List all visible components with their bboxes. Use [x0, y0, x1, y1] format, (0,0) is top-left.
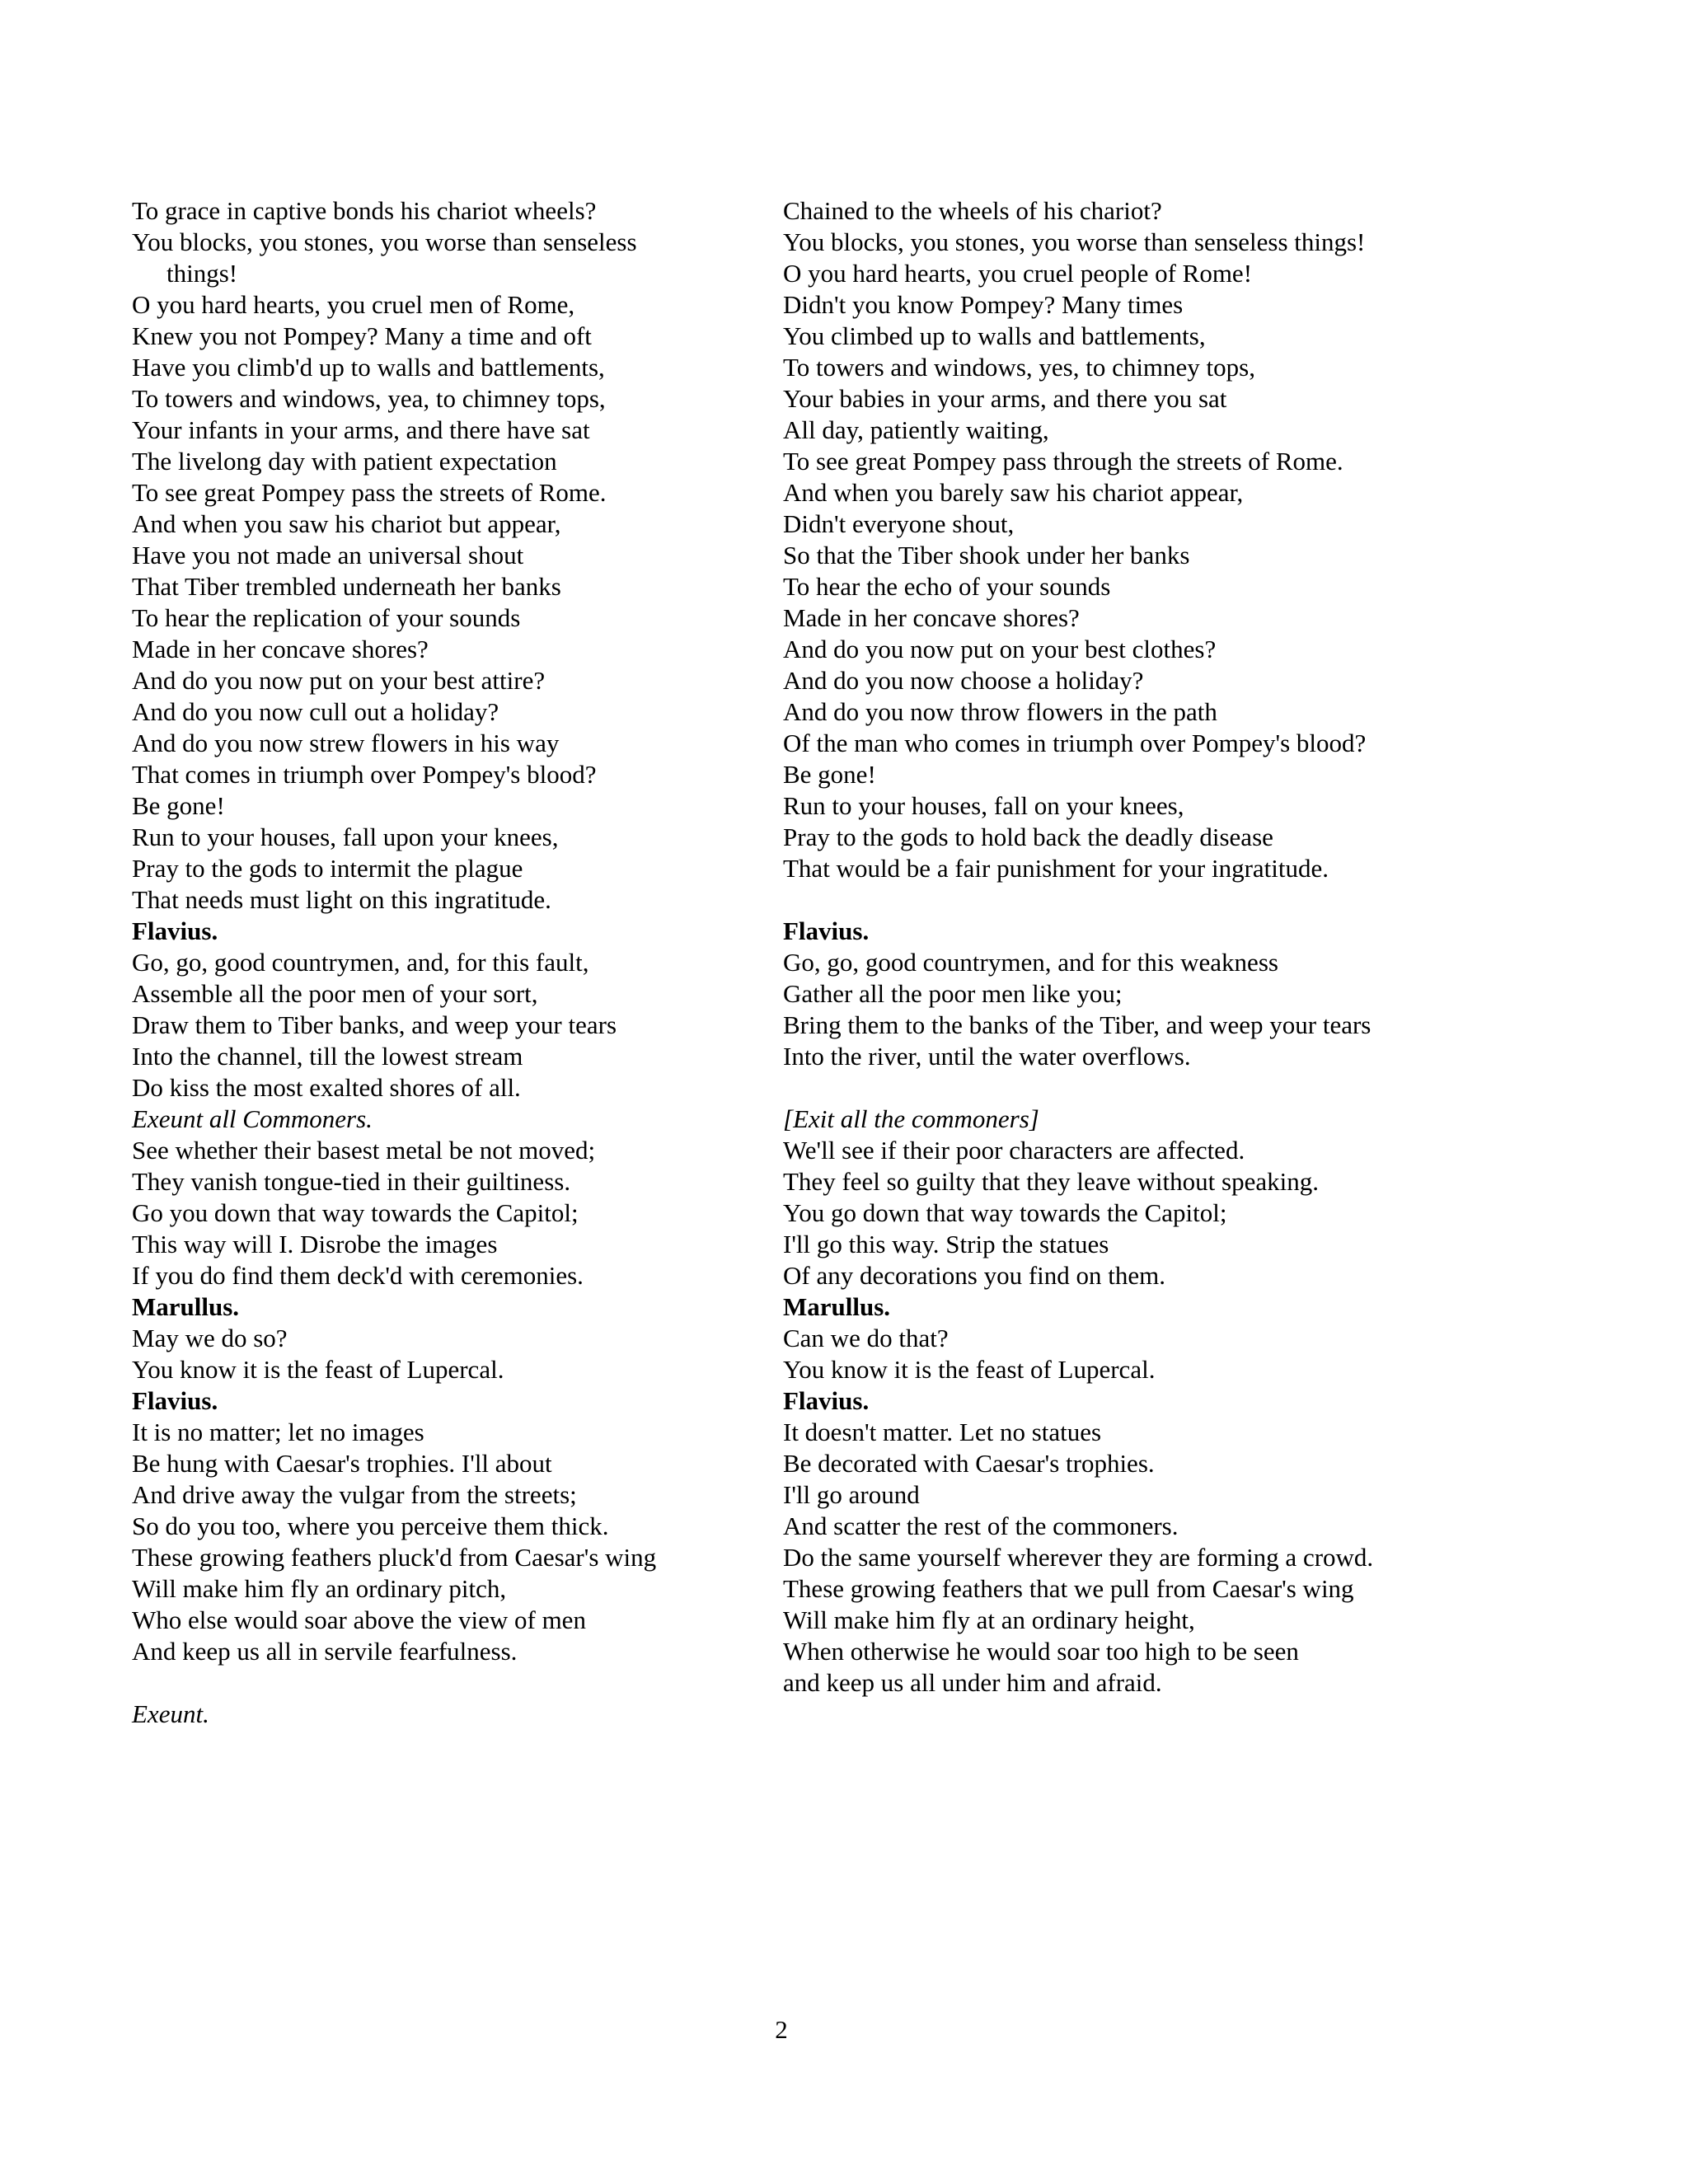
- verse-line: That would be a fair punishment for your ingratitude.: [783, 854, 1329, 883]
- verse-line: O you hard hearts, you cruel men of Rome,: [132, 290, 575, 319]
- blank-line: [132, 1667, 709, 1699]
- original-text-column: [132, 195, 709, 1730]
- speaker-name: Flavius.: [132, 916, 218, 945]
- verse-line: These growing feathers pluck'd from Caesar's wing: [132, 1543, 657, 1572]
- verse-line: Go, go, good countrymen, and for this weakness: [783, 948, 1278, 977]
- stage-direction: [Exit all the commoners]: [783, 1104, 1039, 1133]
- verse-line: This way will I. Disrobe the images: [132, 1230, 498, 1258]
- verse-line: Made in her concave shores?: [783, 603, 1080, 632]
- blank-line: [783, 884, 1607, 916]
- verse-line: Made in her concave shores?: [132, 635, 429, 663]
- stage-direction: Exeunt.: [132, 1699, 209, 1728]
- translation-text-column: [783, 195, 1607, 1699]
- verse-line: That needs must light on this ingratitude.: [132, 885, 551, 914]
- verse-line: Be decorated with Caesar's trophies.: [783, 1449, 1155, 1478]
- verse-line: Be gone!: [132, 791, 225, 820]
- verse-line: Your infants in your arms, and there have sat: [132, 415, 590, 444]
- page-number: 2: [775, 2015, 788, 2044]
- verse-line: Go you down that way towards the Capitol;: [132, 1198, 579, 1227]
- speaker-name: Flavius.: [132, 1386, 218, 1415]
- verse-line: Knew you not Pompey? Many a time and oft: [132, 321, 592, 350]
- verse-line: Pray to the gods to intermit the plague: [132, 854, 523, 883]
- verse-line: And scatter the rest of the commoners.: [783, 1511, 1179, 1540]
- verse-line: Bring them to the banks of the Tiber, and weep your tears: [783, 1010, 1372, 1039]
- verse-line: Didn't you know Pompey? Many times: [783, 290, 1184, 319]
- verse-line: If you do find them deck'd with ceremonies.: [132, 1261, 584, 1290]
- verse-line: Run to your houses, fall upon your knees,: [132, 823, 559, 851]
- verse-line: Can we do that?: [783, 1324, 949, 1352]
- verse-line: And when you barely saw his chariot appear,: [783, 478, 1244, 507]
- verse-line: O you hard hearts, you cruel people of Rome!: [783, 259, 1253, 288]
- speaker-name: Marullus.: [783, 1292, 891, 1321]
- verse-line: Be hung with Caesar's trophies. I'll about: [132, 1449, 552, 1478]
- verse-line: To hear the echo of your sounds: [783, 572, 1111, 601]
- verse-line: Have you not made an universal shout: [132, 541, 524, 569]
- verse-line: All day, patiently waiting,: [783, 415, 1049, 444]
- verse-line: You go down that way towards the Capitol;: [783, 1198, 1227, 1227]
- verse-line: So that the Tiber shook under her banks: [783, 541, 1190, 569]
- verse-line: And drive away the vulgar from the streets;: [132, 1480, 577, 1509]
- verse-line: Will make him fly an ordinary pitch,: [132, 1574, 507, 1603]
- stage-direction: Exeunt all Commoners.: [132, 1104, 373, 1133]
- verse-line: So do you too, where you perceive them thick.: [132, 1511, 609, 1540]
- verse-line: To see great Pompey pass the streets of Rome.: [132, 478, 607, 507]
- verse-line: The livelong day with patient expectation: [132, 447, 557, 476]
- verse-line: You blocks, you stones, you worse than senseless things!: [783, 227, 1366, 256]
- verse-line: To hear the replication of your sounds: [132, 603, 521, 632]
- verse-line: And do you now cull out a holiday?: [132, 697, 499, 726]
- verse-line: You know it is the feast of Lupercal.: [783, 1355, 1156, 1384]
- verse-line: See whether their basest metal be not moved;: [132, 1136, 596, 1165]
- verse-line: It is no matter; let no images: [132, 1418, 424, 1446]
- speaker-name: Flavius.: [783, 1386, 870, 1415]
- verse-line: These growing feathers that we pull from Caesar's wing: [783, 1574, 1354, 1603]
- verse-line: Draw them to Tiber banks, and weep your tears: [132, 1010, 617, 1039]
- verse-line: Of the man who comes in triumph over Pompey's blood?: [783, 729, 1367, 757]
- verse-line: Into the river, until the water overflows.: [783, 1042, 1191, 1071]
- verse-line: Run to your houses, fall on your knees,: [783, 791, 1184, 820]
- verse-line: I'll go around: [783, 1480, 920, 1509]
- verse-line: Chained to the wheels of his chariot?: [783, 196, 1162, 225]
- verse-line: And do you now put on your best attire?: [132, 666, 546, 695]
- verse-line: That Tiber trembled underneath her banks: [132, 572, 561, 601]
- verse-line: To towers and windows, yes, to chimney tops,: [783, 353, 1255, 382]
- verse-line: It doesn't matter. Let no statues: [783, 1418, 1102, 1446]
- verse-line: And do you now choose a holiday?: [783, 666, 1144, 695]
- verse-line: To see great Pompey pass through the streets of Rome.: [783, 447, 1343, 476]
- verse-line: Have you climb'd up to walls and battlements,: [132, 353, 605, 382]
- verse-line: Of any decorations you find on them.: [783, 1261, 1166, 1290]
- verse-line: Go, go, good countrymen, and, for this fault,: [132, 948, 589, 977]
- verse-line: They feel so guilty that they leave without speaking.: [783, 1167, 1319, 1196]
- speaker-name: Flavius.: [783, 916, 870, 945]
- verse-line: And do you now put on your best clothes?: [783, 635, 1217, 663]
- verse-line: I'll go this way. Strip the statues: [783, 1230, 1109, 1258]
- verse-line: And do you now strew flowers in his way: [132, 729, 560, 757]
- verse-line: To grace in captive bonds his chariot wheels?: [132, 196, 597, 225]
- verse-line: Into the channel, till the lowest stream: [132, 1042, 523, 1071]
- verse-line: Assemble all the poor men of your sort,: [132, 979, 538, 1008]
- verse-line: Be gone!: [783, 760, 876, 789]
- verse-line: And when you saw his chariot but appear,: [132, 509, 561, 538]
- verse-line: You climbed up to walls and battlements,: [783, 321, 1206, 350]
- verse-line: Do kiss the most exalted shores of all.: [132, 1073, 521, 1102]
- verse-line: They vanish tongue-tied in their guiltiness.: [132, 1167, 571, 1196]
- verse-line: You blocks, you stones, you worse than senseless things!: [132, 227, 637, 288]
- blank-line: [783, 1072, 1607, 1104]
- verse-line: We'll see if their poor characters are affected.: [783, 1136, 1245, 1165]
- speaker-name: Marullus.: [132, 1292, 240, 1321]
- verse-line: Will make him fly at an ordinary height,: [783, 1605, 1195, 1634]
- verse-line: And keep us all in servile fearfulness.: [132, 1637, 518, 1666]
- verse-line: May we do so?: [132, 1324, 288, 1352]
- verse-line: Didn't everyone shout,: [783, 509, 1015, 538]
- verse-line: Do the same yourself wherever they are forming a crowd.: [783, 1543, 1374, 1572]
- verse-line: and keep us all under him and afraid.: [783, 1668, 1162, 1697]
- verse-line: To towers and windows, yea, to chimney tops,: [132, 384, 606, 413]
- verse-line: Who else would soar above the view of men: [132, 1605, 586, 1634]
- verse-line: Your babies in your arms, and there you sat: [783, 384, 1227, 413]
- verse-line: That comes in triumph over Pompey's blood?: [132, 760, 597, 789]
- verse-line: When otherwise he would soar too high to be seen: [783, 1637, 1299, 1666]
- verse-line: Gather all the poor men like you;: [783, 979, 1123, 1008]
- verse-line: And do you now throw flowers in the path: [783, 697, 1217, 726]
- verse-line: Pray to the gods to hold back the deadly disease: [783, 823, 1273, 851]
- verse-line: You know it is the feast of Lupercal.: [132, 1355, 504, 1384]
